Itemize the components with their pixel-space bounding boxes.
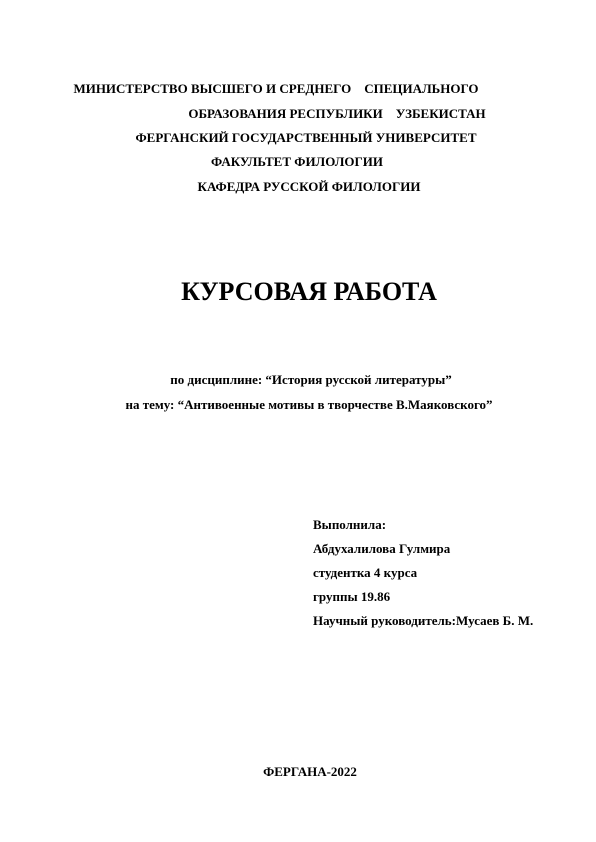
- topic-line: на тему: “Антивоенные мотивы в творчестве В.Маяковского”: [125, 397, 493, 412]
- document-title: КУРСОВАЯ РАБОТА: [181, 277, 437, 306]
- author-name: Абдухалилова Гулмира: [313, 541, 451, 556]
- faculty-name: ФАКУЛЬТЕТ ФИЛОЛОГИИ: [210, 154, 383, 169]
- discipline-line: по дисциплине: “История русской литературы”: [170, 372, 452, 387]
- author-course: студентка 4 курса: [313, 565, 418, 580]
- author-block: [313, 517, 533, 637]
- university-name: ФЕРГАНСКИЙ ГОСУДАРСТВЕННЫЙ УНИВЕРСИТЕТ: [135, 130, 477, 145]
- supervisor-line: Научный руководитель:Мусаев Б. М.: [313, 613, 534, 628]
- completed-by-label: Выполнила:: [313, 517, 387, 532]
- city-year: ФЕРГАНА-2022: [263, 764, 357, 779]
- department-name: КАФЕДРА РУССКОЙ ФИЛОЛОГИИ: [197, 179, 421, 194]
- ministry-line-continued: ОБРАЗОВАНИЯ РЕСПУБЛИКИ УЗБЕКИСТАН: [188, 106, 486, 121]
- ministry-line: МИНИСТЕРСТВО ВЫСШЕГО И СРЕДНЕГО СПЕЦИАЛЬНОГО: [73, 81, 479, 96]
- author-group: группы 19.86: [313, 589, 391, 604]
